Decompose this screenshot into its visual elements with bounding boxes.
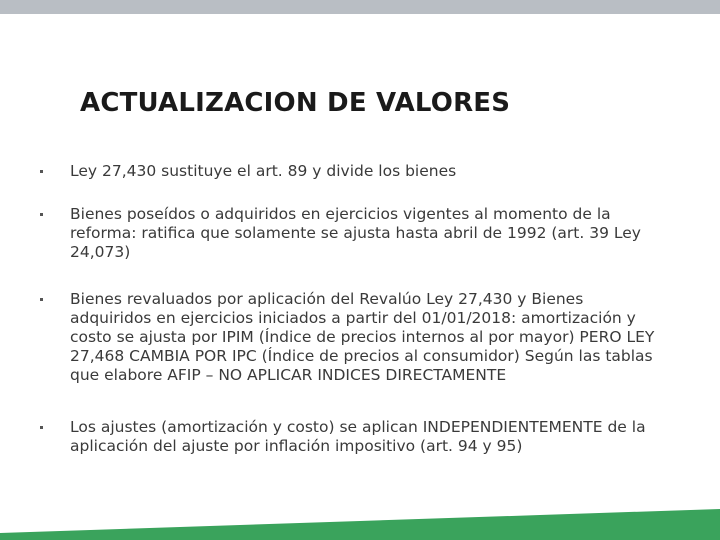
bullet-text: Ley 27,430 sustituye el art. 89 y divide los bienes — [70, 162, 457, 180]
green-wave-decoration — [0, 509, 720, 540]
square-bullet-icon — [40, 213, 43, 216]
square-bullet-icon — [40, 298, 43, 301]
bottom-green-band — [0, 505, 720, 540]
bullet-text: Bienes revaluados por aplicación del Revalúo Ley 27,430 y Bienes adquiridos en ejercicios iniciados a partir del 01/01/2018: amortización y costo se ajusta por IPIM (Índice de precios internos al por mayor) PERO LEY 27,468 CAMBIA POR IPC (Índice de precios al consumidor) Según las tablas que elabore AFIP – NO APLICAR INDICES DIRECTAMENTE — [70, 290, 655, 384]
square-bullet-icon — [40, 170, 43, 173]
bullet-text: Bienes poseídos o adquiridos en ejercicios vigentes al momento de la reforma: ratifica que solamente se ajusta hasta abril de 1992 (art. 39 Ley 24,073) — [70, 205, 641, 261]
bullet-text: Los ajustes (amortización y costo) se aplican INDEPENDIENTEMENTE de la aplicación del ajuste por inflación impositivo (art. 94 y 95) — [70, 418, 646, 455]
square-bullet-icon — [40, 426, 43, 429]
slide-title: ACTUALIZACION DE VALORES — [80, 88, 511, 118]
